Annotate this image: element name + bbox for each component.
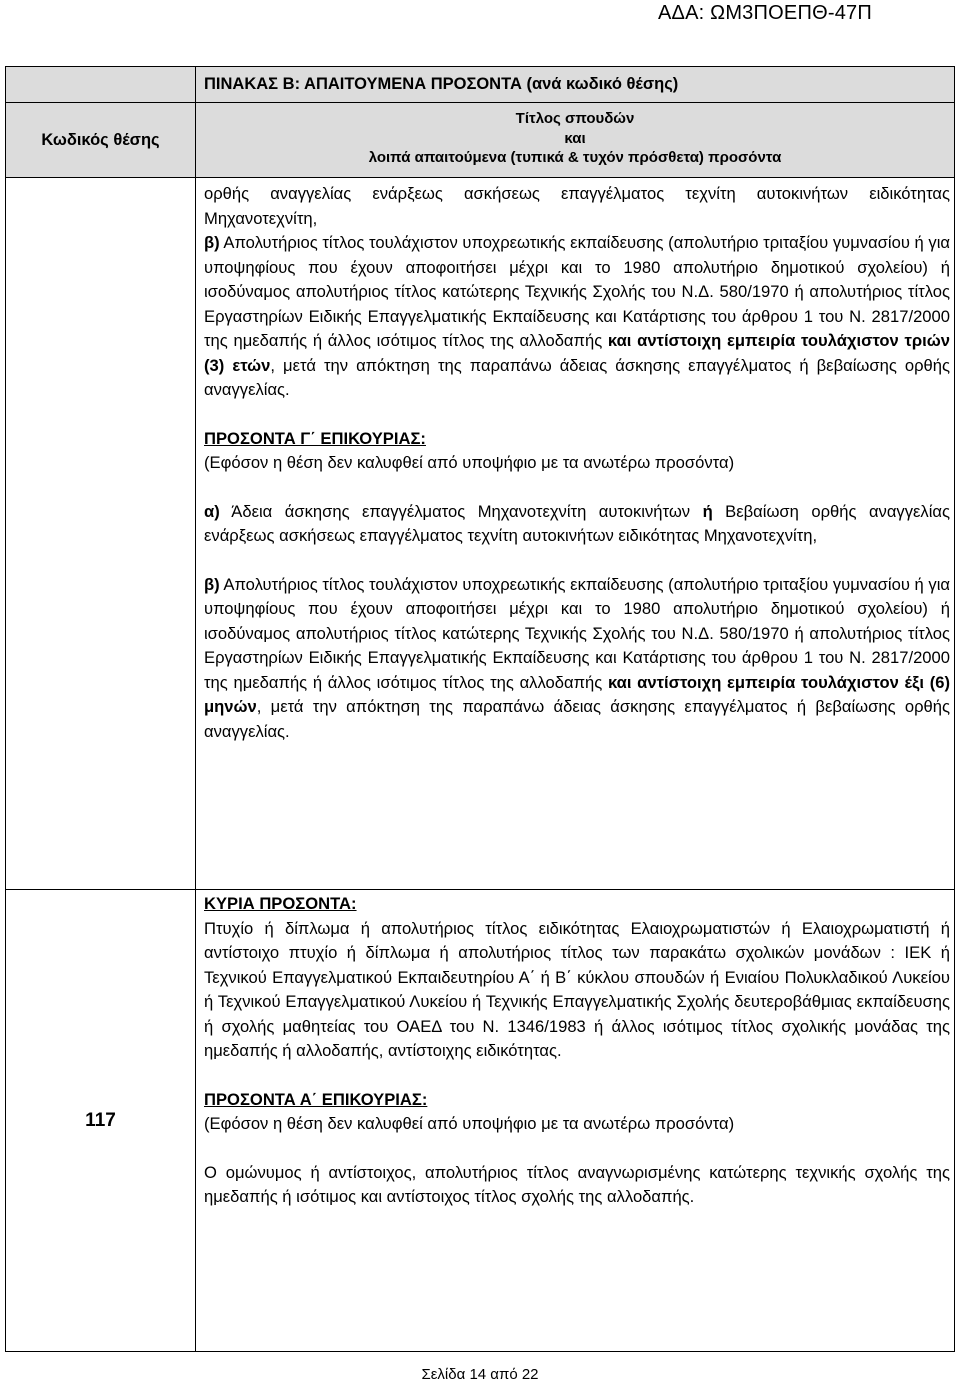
section-note-g: (Εφόσον η θέση δεν καλυφθεί από υποψήφιο με τα ανωτέρω προσόντα) <box>204 453 735 472</box>
continued-paragraph: ορθής αναγγελίας ενάρξεως ασκήσεως επαγγέλματος τεχνίτη αυτοκινήτων ειδικότητας Μηχανοτεχνίτη, <box>204 184 950 228</box>
paragraph-gb-label: β) <box>204 574 220 594</box>
paragraph-ga-bold: ή <box>702 501 713 521</box>
paragraph-b-text-b: , μετά την απόκτηση της παραπάνω άδειας άσκησης επαγγέλματος ή βεβαίωσης ορθής αναγγελίας. <box>204 355 950 399</box>
col-header-line1: Τίτλος σπουδών <box>515 110 635 127</box>
requirements-cell-117 <box>196 890 955 1352</box>
paragraph-ga-text-a: Άδεια άσκησης επαγγέλματος Μηχανοτεχνίτη αυτοκινήτων <box>219 501 703 521</box>
paragraph-ga <box>204 500 950 549</box>
paragraph-gb-text-a: Απολυτήριος τίτλος τουλάχιστον υποχρεωτικής εκπαίδευσης (απολυτήριο τριταξίου γυμνασίου ή για υποψηφίους που έχουν αποφοιτήσει μέχρι και το 1980 απολυτήριο δημοτικού σχολείου) ή ισοδύναμος απολυτήριος τίτλος κατώτερης Τεχνικής Σχολής του Ν.Δ. 580/1970 ή απολυτήριος τίτλος Εργαστηρίων Ειδικής Επαγγελματικής Εκπαίδευσης και Κατάρτισης του άρθρου 1 του Ν. 2817/2000 της ημεδαπής ή άλλος ισότιμος τίτλος της αλλοδαπής <box>204 574 950 692</box>
table-banner-title: ΠΙΝΑΚΑΣ Β: ΑΠΑΙΤΟΥΜΕΝΑ ΠΡΟΣΟΝΤΑ (ανά κωδικό θέσης) <box>204 75 679 93</box>
col-header-code: Κωδικός θέσης <box>6 103 196 178</box>
col-header-requirements <box>196 103 955 178</box>
paragraph-b-text-a: Απολυτήριος τίτλος τουλάχιστον υποχρεωτικής εκπαίδευσης (απολυτήριο τριταξίου γυμνασίου ή για υποψηφίους που έχουν αποφοιτήσει μέχρι και το 1980 απολυτήριο δημοτικού σχολείου) ή ισοδύναμος απολυτήριος τίτλος κατώτερης Τεχνικής Σχολής του Ν.Δ. 580/1970 ή απολυτήριος τίτλος Εργαστηρίων Ειδικής Επαγγελματικής Εκπαίδευσης και Κατάρτισης του άρθρου 1 του Ν. 2817/2000 της ημεδαπής ή άλλος ισότιμος τίτλος της αλλοδαπής <box>204 233 950 350</box>
a-requirements-text: Ο ομώνυμος ή αντίστοιχος, απολυτήριος τίτλος αναγνωρισμένης κατώτερης τεχνικής σχολής της ημεδαπής ή ισότιμος και αντίστοιχος τίτλος σχολής της αλλοδαπής. <box>204 1162 950 1206</box>
section-title-a: ΠΡΟΣΟΝΤΑ Α΄ ΕΠΙΚΟΥΡΙΑΣ: <box>204 1089 428 1109</box>
paragraph-b-label: β) <box>204 233 220 252</box>
position-code-117: 117 <box>6 890 196 1352</box>
main-requirements-text: Πτυχίο ή δίπλωμα ή απολυτήριος τίτλος ειδικότητας Ελαιοχρωματιστών ή Ελαιοχρωματιστή ή αντίστοιχο πτυχίο ή δίπλωμα ή απολυτήριος τίτλος των παρακάτω σχολικών μονάδων : ΙΕΚ ή Τεχνικού Επαγγελματικού Εκπαιδευτηρίου Α΄ ή Β΄ κύκλου σπουδών ή Ενιαίου Πολυκλαδικού Λυκείου ή Τεχνικού Επαγγελματικού Λυκείου ή Τεχνικής Επαγγελματικής Σχολής δευτεροβάθμιας εκπαίδευσης ή σχολής μαθητείας του ΟΑΕΔ του Ν. 1346/1983 ή άλλος ισότιμος τίτλος σχολικής μονάδας της ημεδαπής ή αλλοδαπής, αντίστοιχης ειδικότητας. <box>204 918 950 1060</box>
requirements-cell-continued <box>196 178 955 890</box>
ada-code: ΑΔΑ: ΩΜ3ΠΟΕΠΘ-47Π <box>658 2 872 24</box>
paragraph-gb-bold: και αντίστοιχη εμπειρία τουλάχιστον έξι (6) μηνών <box>204 672 950 716</box>
section-title-g: ΠΡΟΣΟΝΤΑ Γ΄ ΕΠΙΚΟΥΡΙΑΣ: <box>204 428 426 448</box>
page-number: Σελίδα 14 από 22 <box>421 1366 539 1383</box>
paragraph-b <box>204 231 950 403</box>
code-cell-continued <box>6 178 196 890</box>
paragraph-ga-label: α) <box>204 501 220 521</box>
col-header-line3: λοιπά απαιτούμενα (τυπικά & τυχόν πρόσθετα) προσόντα <box>368 149 782 166</box>
col-header-line2: και <box>564 129 586 147</box>
paragraph-gb <box>204 573 950 745</box>
requirements-table-frame <box>5 66 954 1352</box>
paragraph-b-bold: και αντίστοιχη εμπειρία τουλάχιστον τριών (3) ετών <box>204 331 950 375</box>
section-title-main: ΚΥΡΙΑ ΠΡΟΣΟΝΤΑ: <box>204 894 357 913</box>
paragraph-ga-text-b: Βεβαίωση ορθής αναγγελίας ενάρξεως ασκήσεως επαγγέλματος τεχνίτη αυτοκινήτων ειδικότητας Μηχανοτεχνίτη, <box>204 501 950 545</box>
table-banner-spacer <box>6 67 196 103</box>
requirements-table <box>5 66 955 1352</box>
page-footer <box>0 1366 960 1383</box>
table-banner <box>196 67 955 103</box>
section-note-a: (Εφόσον η θέση δεν καλυφθεί από υποψήφιο με τα ανωτέρω προσόντα) <box>204 1114 735 1133</box>
paragraph-gb-text-b: , μετά την απόκτηση της παραπάνω άδειας άσκησης επαγγέλματος ή βεβαίωσης ορθής αναγγελίας. <box>204 697 950 741</box>
